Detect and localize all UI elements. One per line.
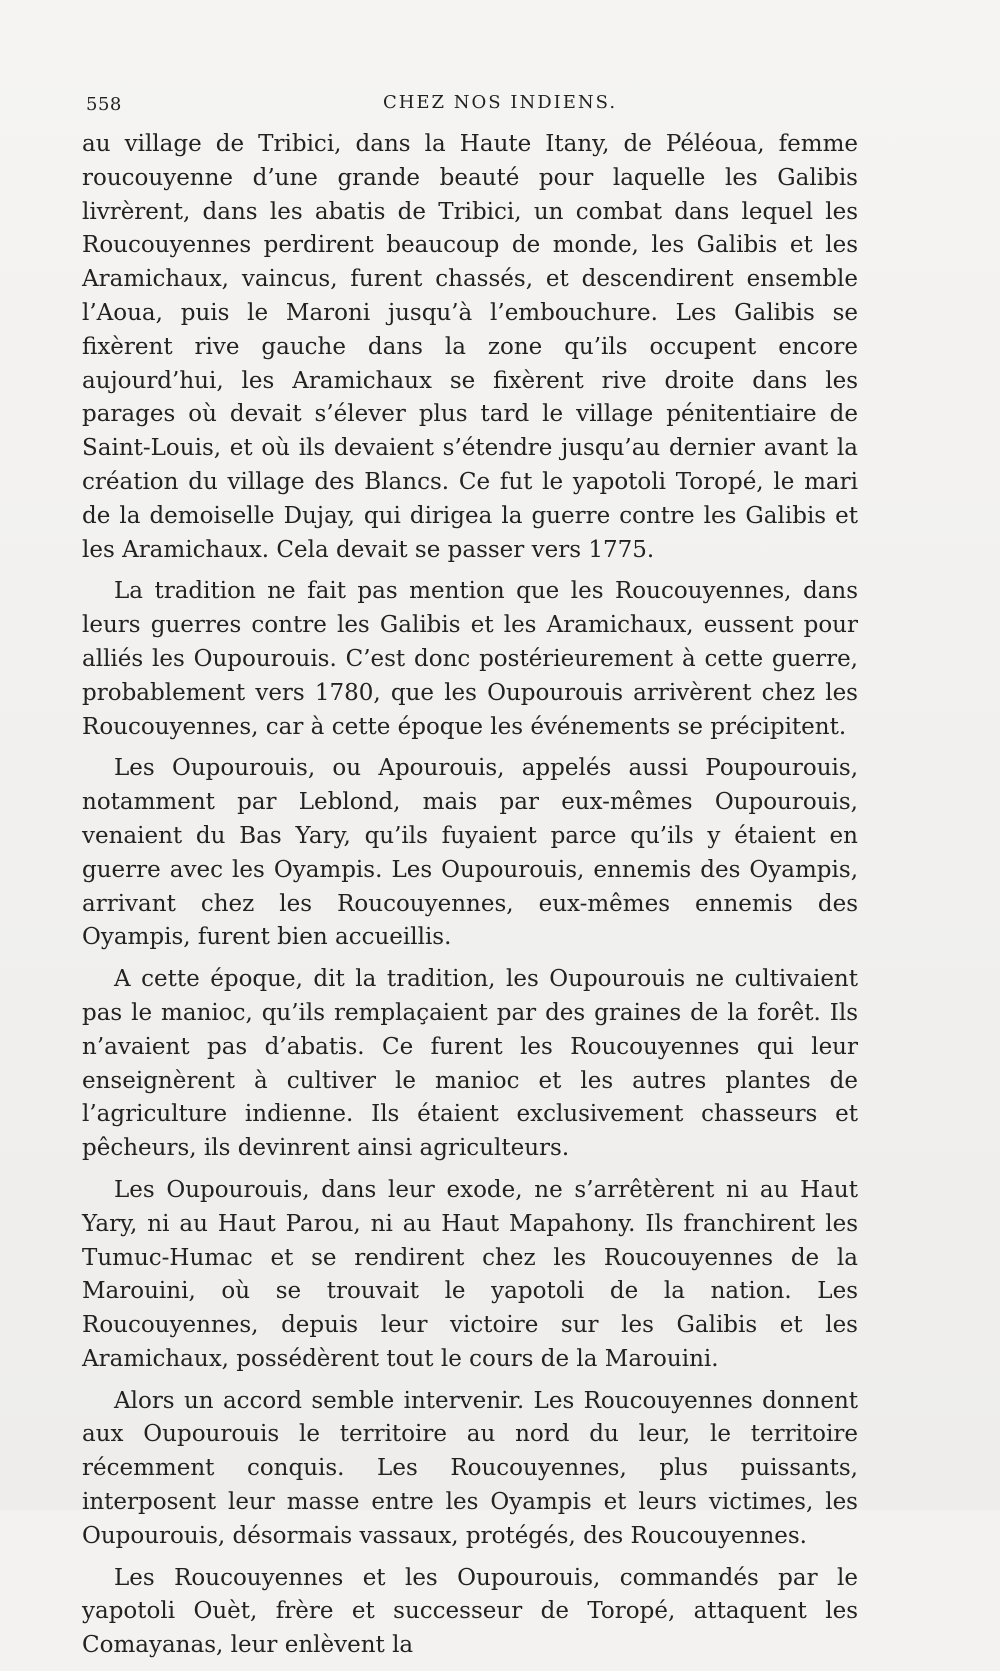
paragraph: La tradition ne fait pas mention que les Roucouyennes, dans leurs guerres contre les Galibis et les Aramichaux, eussent pour alliés les Oupourouis. C’est donc postérieurement à cette guerre, probablement vers 1780, que les Oupourouis arrivèrent chez les Roucouyennes, car à cette époque les événements se précipitent. (82, 578, 858, 740)
paragraph: Les Roucouyennes et les Oupourouis, commandés par le yapotoli Ouèt, frère et successeur de Toropé, attaquent les Comayanas, leur enlèvent la (82, 1564, 858, 1659)
paragraph: A cette époque, dit la tradition, les Oupourouis ne cultivaient pas le manioc, qu’ils remplaçaient par des graines de la forêt. Ils n’avaient pas d’abatis. Ce furent les Roucouyennes qui leur enseignèrent à cultiver le manioc et les autres plantes de l’agriculture indienne. Ils étaient exclusivement chasseurs et pêcheurs, ils devinrent ainsi agriculteurs. (82, 966, 858, 1162)
running-title: CHEZ NOS INDIENS. (382, 92, 618, 113)
paragraph: Les Oupourouis, dans leur exode, ne s’arrêtèrent ni au Haut Yary, ni au Haut Parou, ni au Haut Mapahony. Ils franchirent les Tumuc-Humac et se rendirent chez les Roucouyennes de la Marouini, où se trouvait le yapotoli de la nation. Les Roucouyennes, depuis leur victoire sur les Galibis et les Aramichaux, possédèrent tout le cours de la Marouini. (82, 1176, 858, 1372)
paragraph: Les Oupourouis, ou Apourouis, appelés aussi Poupourouis, notamment par Leblond, mais par eux-mêmes Oupourouis, venaient du Bas Yary, qu’ils fuyaient parce qu’ils y étaient en guerre avec les Oyampis. Les Oupourouis, ennemis des Oyampis, arrivant chez les Roucouyennes, eux-mêmes ennemis des Oyampis, furent bien accueillis. (82, 755, 858, 951)
paragraph: au village de Tribici, dans la Haute Itany, de Péléoua, femme roucouyenne d’une grande beauté pour laquelle les Galibis livrèrent, dans les abatis de Tribici, un combat dans lequel les Roucouyennes perdirent beaucoup de monde, les Galibis et les Aramichaux, vaincus, furent chassés, et descendirent ensemble l’Aoua, puis le Maroni jusqu’à l’embouchure. Les Galibis se fixèrent rive gauche dans la zone qu’ils occupent encore aujourd’hui, les Aramichaux se fixèrent rive droite dans les parages où devait s’élever plus tard le village pénitentiaire de Saint-Louis, et où ils devaient s’étendre jusqu’au dernier avant la création du village des Blancs. Ce fut le yapotoli Toropé, le mari de la demoiselle Dujay, qui dirigea la guerre contre les Galibis et les Aramichaux. Cela devait se passer vers 1775. (82, 131, 858, 563)
paragraph: Alors un accord semble intervenir. Les Roucouyennes donnent aux Oupourouis le territoire au nord du leur, le territoire récemment conquis. Les Roucouyennes, plus puissants, interposent leur masse entre les Oyampis et leurs victimes, les Oupourouis, désormais vassaux, protégés, des Roucouyennes. (82, 1387, 858, 1549)
body-text (82, 128, 858, 1671)
page-header (0, 88, 1000, 118)
page-number: 558 (86, 94, 122, 115)
